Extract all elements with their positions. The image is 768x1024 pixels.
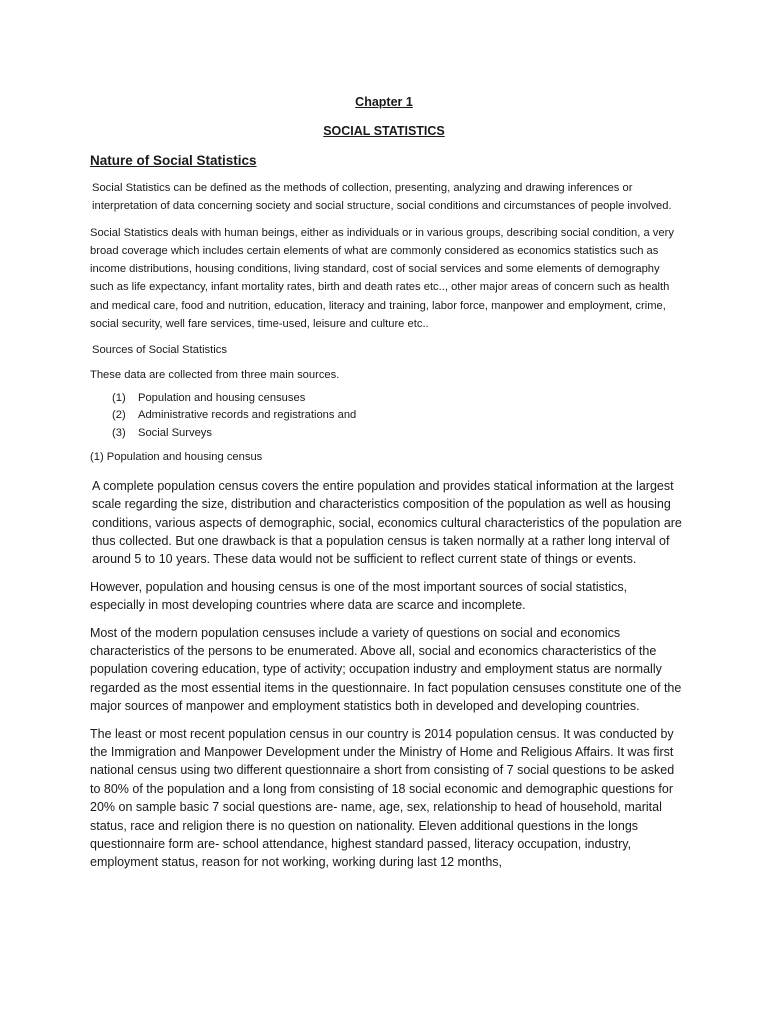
- list-item: [112, 407, 682, 425]
- list-item: [112, 390, 682, 408]
- census-subheading: (1) Population and housing census: [90, 451, 263, 464]
- chapter-heading: Chapter 1: [355, 95, 413, 109]
- list-item-number: (2): [112, 409, 126, 422]
- list-item-text: Administrative records and registrations and: [138, 409, 357, 422]
- census-paragraph-4: The least or most recent population census in our country is 2014 population census. It was conducted by the Immigration and Manpower Development under the Ministry of Home and Religious Affairs. It was first national census using two different questionnaire a short from consisting of 7 social questions to be asked to 80% of the population and a long from consisting of 18 social economic and demographic questions for 20% on sample basic 7 social questions are- name, age, sex, relationship to head of household, marital status, race and religion there is no question on nationality. Eleven additional questions in the longs questionnaire form are- school attendance, highest standard passed, literacy occupation, industry, employment status, reason for not working, working during last 12 months,: [90, 726, 675, 870]
- list-item-number: (1): [112, 391, 126, 404]
- census-paragraph-2: However, population and housing census is one of the most important sources of social statistics, especially in most developing countries where data are scarce and incomplete.: [90, 579, 628, 613]
- census-paragraph-1: A complete population census covers the entire population and provides statical information at the largest scale regarding the size, distribution and characteristics composition of the population as well as housing conditions, various aspects of demographic, social, economics cultural characteristics of the population are thus collected. But one drawback is that a population census is taken normally at a rather long interval of around 5 to 10 years. These data would not be sufficient to reflect current state of things or events.: [92, 478, 682, 567]
- list-item-text: Population and housing censuses: [138, 391, 306, 404]
- list-item: [112, 425, 682, 443]
- sources-intro: These data are collected from three main sources.: [90, 368, 340, 381]
- scope-paragraph: Social Statistics deals with human beings, either as individuals or in various groups, describing social condition, a very broad coverage which includes certain elements of what are commonly considered as economics statistics such as income distributions, housing conditions, living standard, cost of social services and some elements of demography such as life expectancy, infant mortality rates, birth and death rates etc.., other major areas of concern such as health and medical care, food and nutrition, education, literacy and training, labor force, manpower and employment, crime, social security, well fare services, time-used, leisure and culture etc..: [90, 226, 674, 331]
- list-item-text: Social Surveys: [138, 426, 212, 439]
- definition-paragraph: Social Statistics can be defined as the methods of collection, presenting, analyzing and drawing inferences or interpretation of data concerning society and social structure, social conditions and circumstances of people involved.: [92, 182, 672, 213]
- document-title: SOCIAL STATISTICS: [323, 124, 445, 138]
- document-body: [90, 152, 682, 881]
- list-item-number: (3): [112, 426, 126, 439]
- sources-heading: Sources of Social Statistics: [92, 344, 227, 357]
- census-paragraph-3: Most of the modern population censuses include a variety of questions on social and economics characteristics of the persons to be enumerated. Above all, social and economics characteristics of the population covering education, type of activity; occupation industry and employment status are normally regarded as the most essential items in the questionnaire. In fact population censuses constitute one of the major sources of manpower and employment statistics both in developed and developing countries.: [90, 625, 682, 714]
- sources-list: [112, 390, 682, 443]
- section-heading: Nature of Social Statistics: [90, 153, 257, 168]
